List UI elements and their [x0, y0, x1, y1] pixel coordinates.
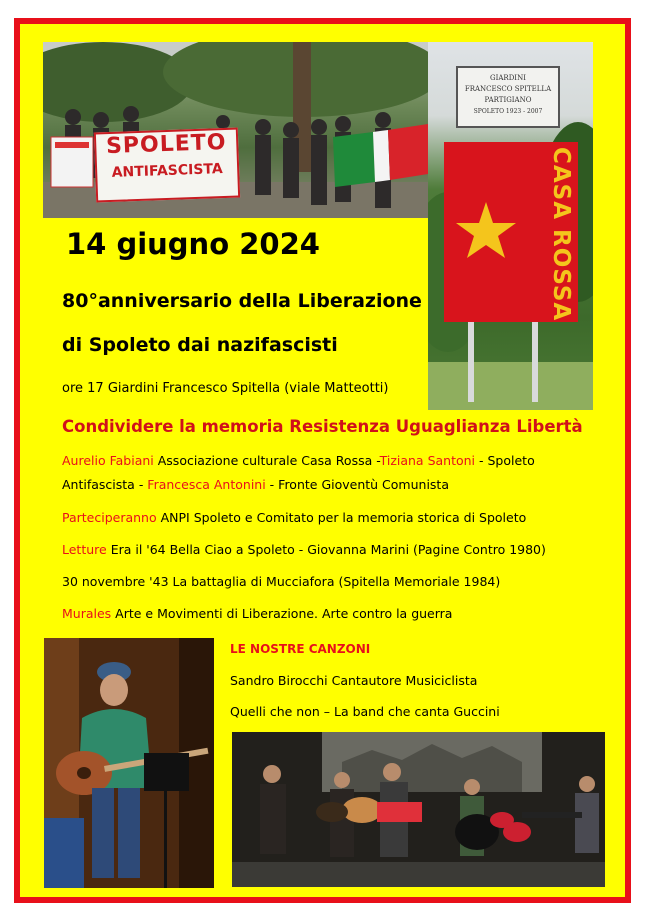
readings-text-1: Era il '64 Bella Ciao a Spoleto - Giovanna Marini (Pagine Contro 1980) — [106, 542, 546, 557]
poster — [14, 18, 631, 903]
venue-line: ore 17 Giardini Francesco Spitella (viale Matteotti) — [62, 381, 389, 396]
murals-label: Murales — [62, 606, 112, 621]
readings-label: Letture — [62, 542, 107, 557]
speaker-name-1: Aurelio Fabiani — [62, 453, 154, 468]
event-date: 14 giugno 2024 — [66, 227, 320, 261]
readings-line-1 — [62, 542, 546, 557]
subtitle-line-1: 80°anniversario della Liberazione — [62, 290, 422, 312]
participants-line — [62, 510, 526, 525]
sign-line-4: SPOLETO 1923 - 2007 — [473, 108, 543, 115]
speaker-name-2: Tiziana Santoni — [379, 453, 476, 468]
speaker-org-2b: Antifascista - — [62, 477, 148, 492]
murals-line — [62, 606, 452, 621]
banner-line-1: SPOLETO — [105, 129, 227, 160]
sign-line-2: FRANCESCO SPITELLA — [464, 85, 552, 93]
photo-demonstration — [43, 42, 428, 218]
participants-label: Parteciperanno — [62, 510, 157, 525]
speakers-line-2 — [62, 477, 449, 492]
photo-guitarist — [44, 638, 214, 888]
protest-banner — [94, 128, 240, 203]
memorial-sign — [456, 66, 560, 128]
sign-line-3: PARTIGIANO — [484, 96, 532, 104]
banner-line-2: ANTIFASCISTA — [111, 161, 223, 181]
photo-band — [232, 732, 605, 887]
flag-text: CASA ROSSA — [548, 146, 574, 322]
participants-text: ANPI Spoleto e Comitato per la memoria storica di Spoleto — [156, 510, 527, 525]
subtitle-line-2: di Spoleto dai nazifascisti — [62, 334, 338, 356]
songs-heading-text: LE NOSTRE CANZONI — [230, 642, 371, 656]
songs-heading — [230, 642, 370, 656]
speaker-org-1: Associazione culturale Casa Rossa - — [153, 453, 380, 468]
motto: Condividere la memoria Resistenza Uguaglianza Libertà — [62, 417, 583, 436]
speaker-name-3: Francesca Antonini — [147, 477, 266, 492]
readings-line-2: 30 novembre '43 La battaglia di Mucciafora (Spitella Memoriale 1984) — [62, 574, 501, 589]
songs-line-2: Quelli che non – La band che canta Guccini — [230, 704, 500, 719]
sign-line-1: GIARDINI — [490, 74, 526, 82]
murals-text: Arte e Movimenti di Liberazione. Arte contro la guerra — [111, 606, 453, 621]
songs-line-1: Sandro Birocchi Cantautore Musiciclista — [230, 673, 478, 688]
speaker-org-2a: - Spoleto — [475, 453, 535, 468]
speaker-org-3: - Fronte Gioventù Comunista — [265, 477, 449, 492]
photo-park-sign — [428, 42, 593, 410]
speakers-line-1 — [62, 453, 535, 468]
